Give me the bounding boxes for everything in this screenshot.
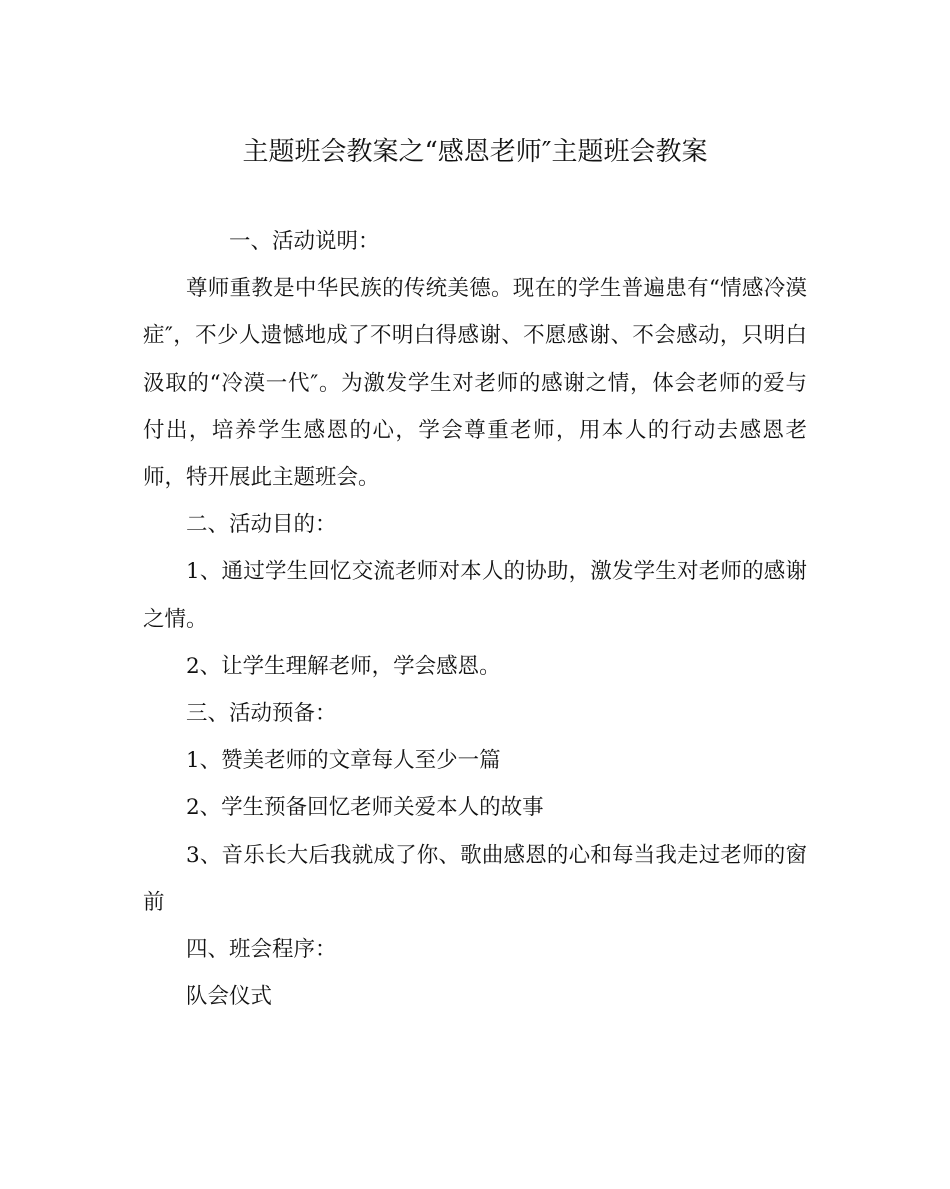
list-item-preparation-1: 1、赞美老师的文章每人至少一篇 [186,748,501,774]
list-item-goal-2: 2、让学生理解老师，学会感恩。 [186,653,501,679]
document-title: 主题班会教案之“感恩老师″主题班会教案 [242,137,708,167]
paragraph-ceremony: 队会仪式 [186,984,273,1010]
section-heading-activity-preparation: 三、活动预备： [186,701,337,727]
list-item-goal-1: 1、通过学生回忆交流老师对本人的协助，激发学生对老师的感谢之情。 [143,559,807,632]
list-item-preparation-3: 3、音乐长大后我就成了你、歌曲感恩的心和每当我走过老师的窗前 [143,842,807,915]
section-heading-activity-description: 一、活动说明： [229,229,380,254]
paragraph-activity-description: 尊师重教是中华民族的传统美德。现在的学生普遍患有“情感冷漠症″，不少人遗憾地成了不明白得感谢、不愿感谢、不会感动，只明白汲取的“冷漠一代″。为激发学生对老师的感谢之情，体会老师的爱与付出，培养学生感恩的心，学会尊重老师，用本人的行动去感恩老师，特开展此主题班会。 [143,276,807,491]
list-item-preparation-2: 2、学生预备回忆老师关爱本人的故事 [186,795,544,821]
document-body [143,218,807,1020]
section-heading-activity-goals: 二、活动目的： [186,512,337,538]
section-heading-class-procedure: 四、班会程序： [186,937,337,963]
